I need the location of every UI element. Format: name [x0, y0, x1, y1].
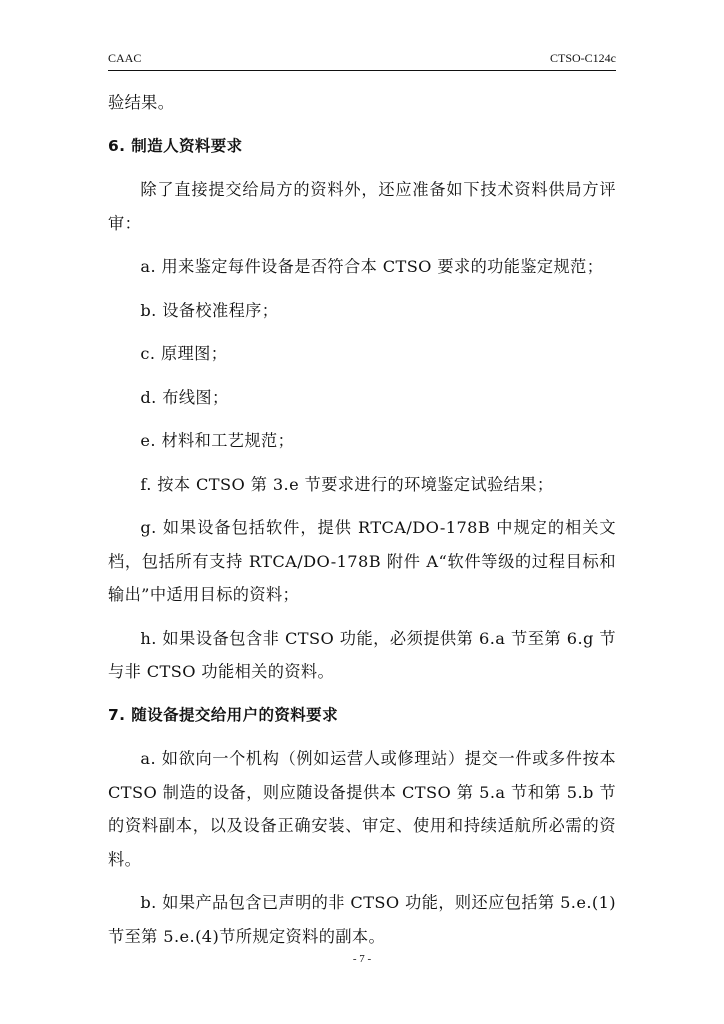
page-number: - 7 -: [352, 953, 372, 965]
section-6-heading: 6. 制造人资料要求: [108, 136, 243, 155]
continuation-text: 验结果。: [108, 93, 175, 112]
section-7-heading: 7. 随设备提交给用户的资料要求: [108, 705, 338, 724]
header-doc-id: CTSO-C124c: [550, 51, 616, 65]
section-6-item-g: g. 如果设备包括软件，提供 RTCA/DO-178B 中规定的相关文档，包括所有支持 RTCA/DO-178B 附件 A“软件等级的过程目标和输出”中适用目标的资料；: [108, 518, 616, 604]
section-6-item-b: b. 设备校准程序；: [140, 300, 279, 320]
section-6-item-d: d. 布线图；: [140, 387, 229, 407]
section-7-item-b: b. 如果产品包含已声明的非 CTSO 功能，则还应包括第 5.e.(1) 节至第 5.e.(4)节所规定资料的副本。: [108, 893, 616, 946]
page-header: [108, 50, 616, 71]
section-6-item-f: f. 按本 CTSO 第 3.e 节要求进行的环境鉴定试验结果；: [140, 474, 554, 494]
section-6-item-a: a. 用来鉴定每件设备是否符合本 CTSO 要求的功能鉴定规范；: [140, 257, 604, 276]
section-6-item-h: h. 如果设备包含非 CTSO 功能，必须提供第 6.a 节至第 6.g 节与非 CTSO 功能相关的资料。: [108, 628, 616, 681]
section-6-item-e: e. 材料和工艺规范；: [140, 431, 295, 450]
section-6-item-c: c. 原理图；: [140, 344, 228, 363]
header-org: CAAC: [108, 51, 142, 65]
section-7-item-a: a. 如欲向一个机构（例如运营人或修理站）提交一件或多件按本 CTSO 制造的设备，则应随设备提供本 CTSO 第 5.a 节和第 5.b 节的资料副本，以及设备正确安装、审定、使用和持续适航所必需的资料。: [108, 749, 616, 869]
section-6-intro: 除了直接提交给局方的资料外，还应准备如下技术资料供局方评审：: [108, 180, 616, 233]
document-body: [108, 86, 616, 953]
